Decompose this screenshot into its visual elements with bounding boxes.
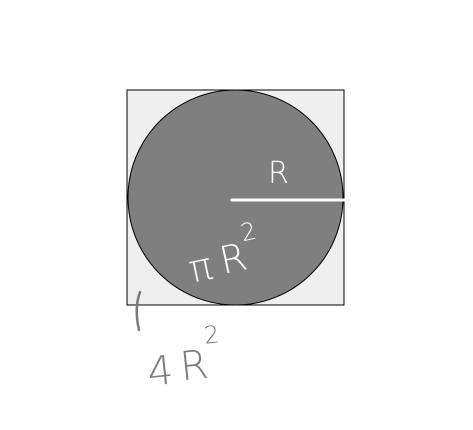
square-bracket-mark — [137, 292, 140, 330]
radius-label: R — [268, 156, 289, 191]
circle-area-exponent: 2 — [237, 216, 259, 248]
circle-area-base: R — [215, 234, 251, 283]
square-area-formula — [143, 320, 225, 395]
square-area-coefficient: 4 — [145, 347, 176, 396]
square-area-base: R — [177, 341, 211, 391]
circle-area-pi: π — [184, 243, 217, 292]
square-area-exponent: 2 — [202, 320, 221, 350]
